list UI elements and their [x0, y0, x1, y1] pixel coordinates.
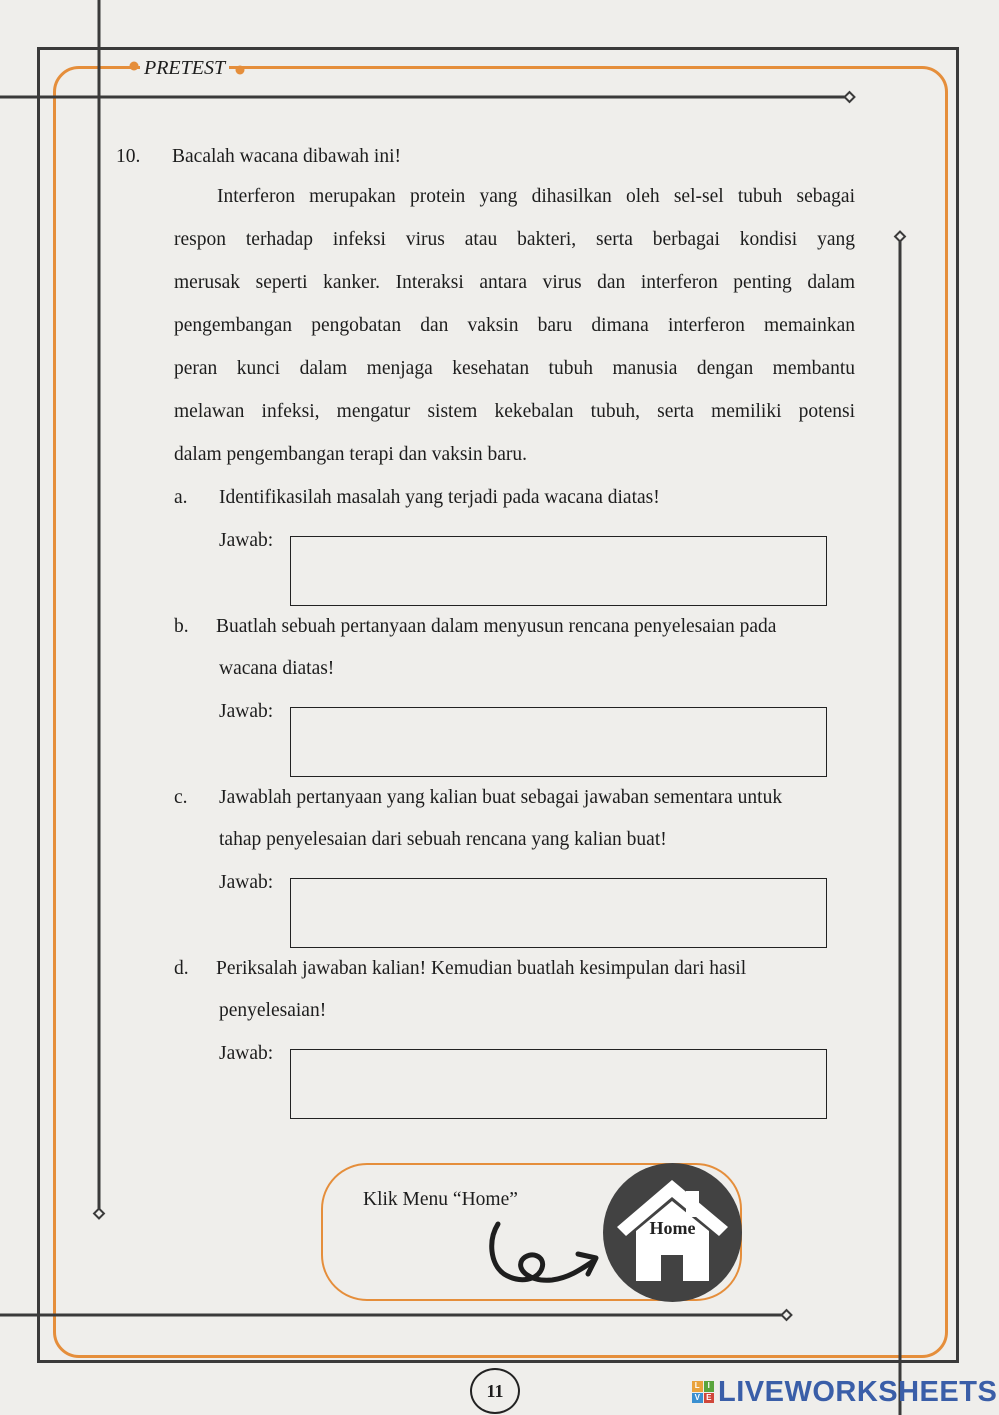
- page-number: 11: [470, 1368, 520, 1414]
- passage-line: pengembangan pengobatan dan vaksin baru dimana interferon memainkan: [174, 315, 855, 336]
- liveworksheets-brand: [692, 1375, 997, 1409]
- passage-line: Interferon merupakan protein yang dihasilkan oleh sel-sel tubuh sebagai: [217, 186, 855, 207]
- part-c-answer-label: Jawab:: [219, 872, 274, 893]
- part-b-prompt: Buatlah sebuah pertanyaan dalam menyusun rencana penyelesaian pada: [216, 616, 777, 637]
- passage-line: peran kunci dalam menjaga kesehatan tubuh manusia dengan membantu: [174, 358, 855, 379]
- part-d-answer-label: Jawab:: [219, 1043, 274, 1064]
- home-button-label: Home: [649, 1218, 696, 1238]
- part-a-letter: a.: [174, 487, 188, 508]
- part-b-answer-field[interactable]: [290, 707, 827, 777]
- home-instruction: Klik Menu “Home”: [363, 1189, 518, 1210]
- part-a-answer-field[interactable]: [290, 536, 827, 606]
- liveworksheets-logo-icon: L I V E: [692, 1381, 714, 1403]
- question-number: 10.: [116, 146, 141, 167]
- part-c-prompt-continued: tahap penyelesaian dari sebuah rencana yang kalian buat!: [219, 829, 667, 850]
- brand-name: LIVEWORKSHEETS: [718, 1375, 998, 1408]
- part-b-prompt-continued: wacana diatas!: [219, 658, 335, 679]
- part-a-prompt: Identifikasilah masalah yang terjadi pada wacana diatas!: [219, 487, 660, 508]
- part-d-letter: d.: [174, 958, 189, 979]
- part-a-answer-label: Jawab:: [219, 530, 274, 551]
- part-d-prompt-continued: penyelesaian!: [219, 1000, 327, 1021]
- part-d-answer-field[interactable]: [290, 1049, 827, 1119]
- home-button[interactable]: [603, 1163, 742, 1302]
- question-instruction: Bacalah wacana dibawah ini!: [172, 146, 402, 167]
- part-b-letter: b.: [174, 616, 189, 637]
- part-c-letter: c.: [174, 787, 188, 808]
- section-title: PRETEST: [140, 56, 229, 80]
- part-b-answer-label: Jawab:: [219, 701, 274, 722]
- passage-line: dalam pengembangan terapi dan vaksin baru.: [174, 444, 528, 465]
- curly-arrow-icon: [480, 1220, 610, 1290]
- part-d-prompt: Periksalah jawaban kalian! Kemudian buatlah kesimpulan dari hasil: [216, 958, 747, 979]
- part-c-answer-field[interactable]: [290, 878, 827, 948]
- passage-line: merusak seperti kanker. Interaksi antara virus dan interferon penting dalam: [174, 272, 855, 293]
- passage-line: respon terhadap infeksi virus atau bakteri, serta berbagai kondisi yang: [174, 229, 855, 250]
- passage-line: melawan infeksi, mengatur sistem kekebalan tubuh, serta memiliki potensi: [174, 401, 855, 422]
- part-c-prompt: Jawablah pertanyaan yang kalian buat sebagai jawaban sementara untuk: [219, 787, 783, 808]
